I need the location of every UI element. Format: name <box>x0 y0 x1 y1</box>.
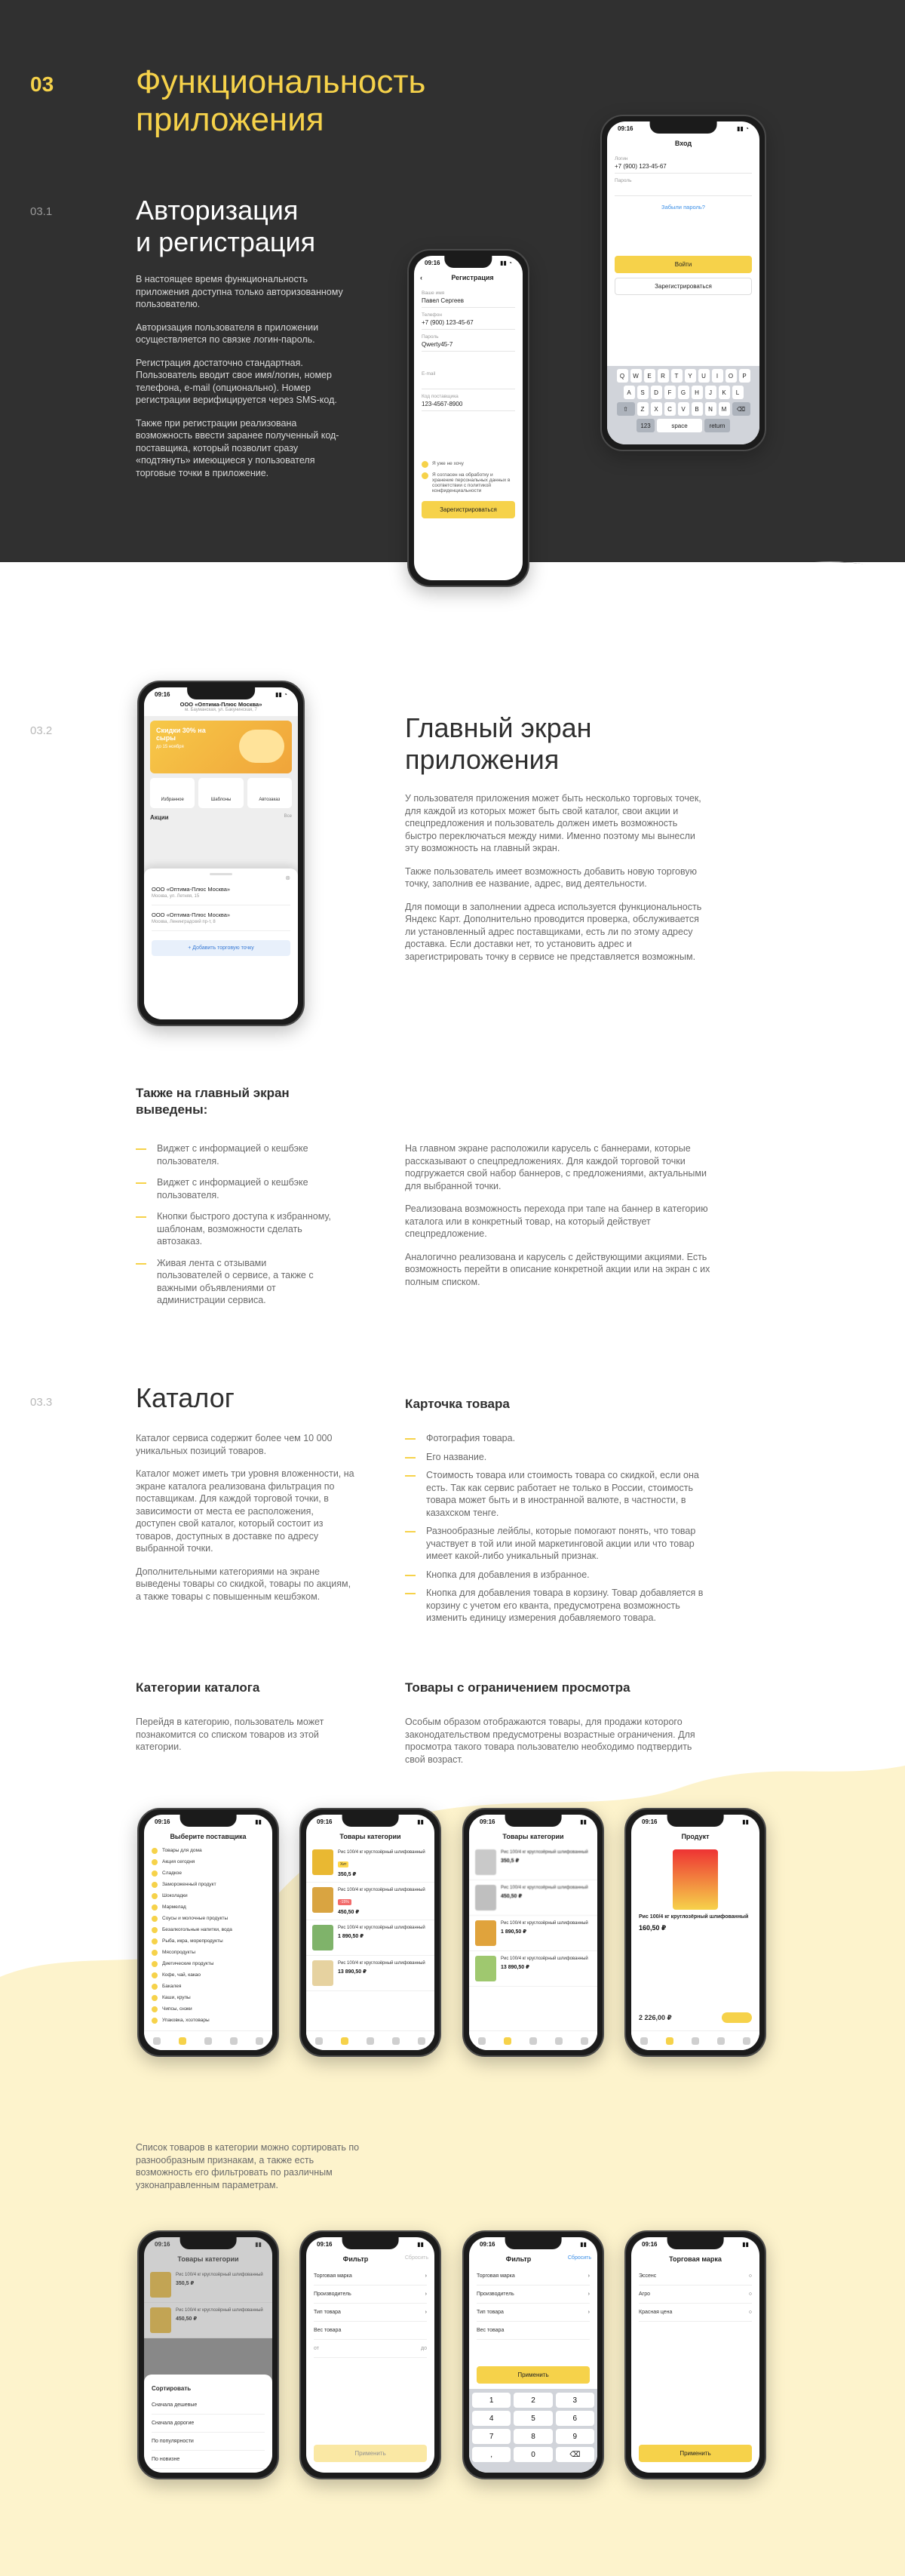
screen-title: Товары категории <box>339 1833 401 1840</box>
category-icon <box>152 1972 158 1978</box>
category-item[interactable]: Безалкогольные напитки, вода <box>144 1924 272 1935</box>
key[interactable]: O <box>726 369 737 383</box>
catalog-paragraph: Каталог сервиса содержит более чем 10 000 уникальных позиций товаров. <box>136 1433 333 1456</box>
key[interactable]: N <box>705 402 716 416</box>
sort-sheet: Сортировать Сначала дешевые Сначала дорогие По популярности По новизне <box>144 2375 272 2473</box>
cats-title: Категории каталога <box>136 1680 260 1695</box>
key[interactable]: I <box>712 369 723 383</box>
category-item[interactable]: Диетические продукты <box>144 1958 272 1969</box>
category-item[interactable]: Мармелад <box>144 1901 272 1913</box>
product-row[interactable]: Рис 100/4 кг круглозёрный шлифованный 350,5 ₽ <box>469 1845 597 1880</box>
phone-filter: 09:16 ▮▮ Фильтр Сбросить Торговая марка › Производитель › Тип товара › Вес товара от до Применить <box>299 2230 441 2479</box>
also-text <box>405 1142 710 1288</box>
main-text <box>405 792 710 963</box>
category-icon <box>152 2018 158 2024</box>
category-icon <box>152 1882 158 1888</box>
password-field[interactable]: Пароль Qwerty45-7 <box>422 330 515 352</box>
key[interactable]: U <box>698 369 710 383</box>
category-icon <box>152 1893 158 1899</box>
screen-title: Торговая марка <box>669 2255 722 2263</box>
category-item[interactable]: Сладкое <box>144 1867 272 1879</box>
numpad-key[interactable]: 1 <box>472 2393 511 2408</box>
catalog-title: Каталог <box>136 1382 235 1413</box>
list-item: Разнообразные лейблы, которые помогают понять, что товар участвует в той или иной маркетинговой акции или что товар имеет какой-либо уникальный признак. <box>405 1525 714 1563</box>
filter-row[interactable]: Вес товара <box>477 2322 590 2340</box>
section-number: 03 <box>30 72 54 96</box>
phone-login: 09:16 ▮▮ ◔ Вход Логин +7 (900) 123-45-67 Пароль Забыли пароль? Войти Зарегистрироваться Q W E R T Y U I O P A S D F G H J K L ⇧ Z X C V B N M ⌫ 123 space return <box>600 115 766 451</box>
status-time: 09:16 <box>618 124 634 132</box>
auth-paragraph: В настоящее время функциональность приложения доступна только авторизованному пользователю. <box>136 274 343 309</box>
numpad-key[interactable]: 8 <box>514 2429 552 2444</box>
key[interactable]: C <box>664 402 676 416</box>
category-icon <box>152 1950 158 1956</box>
apply-button[interactable]: Применить <box>314 2445 427 2462</box>
phone-restricted-list: 09:16 ▮▮ Товары категории Рис 100/4 кг круглозёрный шлифованный 350,5 ₽ Рис 100/4 кг круглозёрный шлифованный 450,50 ₽ Рис 100/4 кг круглозёрный шлифованный 1 890,50 ₽ Рис 100/4 кг круглозёрный шлифованный 13 890,50 ₽ <box>462 1808 604 2057</box>
reset-button[interactable]: Сбросить <box>404 2255 428 2261</box>
key[interactable]: V <box>678 402 689 416</box>
numpad-key[interactable]: 7 <box>472 2429 511 2444</box>
brand-option[interactable]: Красная цена ○ <box>639 2304 752 2322</box>
category-item[interactable]: Акция сегодня <box>144 1856 272 1867</box>
sort-text: Список товаров в категории можно сортировать по разнообразным признакам, а также есть возможность его фильтровать по различным узконаправленным параметрам. <box>136 2142 360 2190</box>
points-sheet <box>144 868 298 1019</box>
card-list <box>405 1432 714 1631</box>
category-item[interactable]: Мясопродукты <box>144 1947 272 1958</box>
product-name: Рис 100/4 кг круглозёрный шлифованный <box>639 1914 749 1920</box>
add-point-button[interactable]: + Добавить торговую точку <box>152 940 290 956</box>
goto-register-button[interactable]: Зарегистрироваться <box>615 278 752 295</box>
numpad-key[interactable]: 2 <box>514 2393 552 2408</box>
numpad-key[interactable]: 6 <box>556 2411 594 2426</box>
key[interactable]: G <box>678 386 689 399</box>
supplier-code-field[interactable]: Код поставщика 123-4567-8900 <box>422 389 515 411</box>
also-paragraph: Реализована возможность перехода при тапе на баннер в категорию каталога или в конкретный товар, на который действует спецпредложение. <box>405 1203 708 1239</box>
list-item: Кнопка для добавления в избранное. <box>405 1569 714 1582</box>
register-button[interactable]: Зарегистрироваться <box>422 501 515 518</box>
key[interactable]: L <box>732 386 744 399</box>
screen-title: Фильтр <box>505 2255 532 2263</box>
numpad-key[interactable]: 4 <box>472 2411 511 2426</box>
phone-categories: 09:16 ▮▮ Выберите поставщика Товары для дома Акция сегодня Сладкое Замороженный продукт Шоколадки Мармелад Соусы и молочные продукты Безалкогольные напитки, вода Рыба, икра, морепродукты Мясопродукты Диетические продукты Кофе, чай, какао Бакалея Каши, крупы Чипсы, снэки Упаковка, хозтовары <box>137 1808 279 2057</box>
numpad-key[interactable]: 0 <box>514 2447 552 2462</box>
apply-button[interactable]: Применить <box>477 2366 590 2384</box>
reset-button[interactable]: Сбросить <box>567 2255 591 2261</box>
also-list <box>136 1142 332 1316</box>
list-item: Кнопка для добавления товара в корзину. Товар добавляется в корзину с учетом его кванта, предусмотрена возможность изменить единицу измерения добавляемого товара. <box>405 1587 714 1625</box>
also-paragraph: Аналогично реализована и карусель с действующими акциями. Есть возможность перейти в описание конкретной акции или на экран с их полным списком. <box>405 1251 710 1287</box>
brand-option[interactable]: Эссенс ○ <box>639 2267 752 2286</box>
category-item[interactable]: Рыба, икра, морепродукты <box>144 1935 272 1947</box>
promo-banner[interactable]: Скидки 30% на сыры до 15 ноября <box>150 721 292 773</box>
restricted-title: Товары с ограничением просмотра <box>405 1680 630 1695</box>
cheese-image <box>239 730 284 763</box>
weight-range[interactable]: от до <box>314 2340 427 2358</box>
sort-option[interactable]: По новизне <box>152 2451 265 2469</box>
filter-row[interactable]: Торговая марка › <box>314 2267 427 2286</box>
category-item[interactable]: Товары для дома <box>144 1845 272 1856</box>
filter-row[interactable]: Производитель › <box>477 2286 590 2304</box>
numpad-key[interactable]: 9 <box>556 2429 594 2444</box>
product-row[interactable]: Рис 100/4 кг круглозёрный шлифованный 13 890,50 ₽ <box>469 1951 597 1987</box>
product-row[interactable]: Рис 100/4 кг круглозёрный шлифованный 13 890,50 ₽ <box>306 1956 434 1991</box>
apply-button[interactable]: Применить <box>639 2445 752 2462</box>
category-icon <box>152 1916 158 1922</box>
key[interactable]: Z <box>637 402 649 416</box>
main-paragraph: Для помощи в заполнении адреса используется функциональность Яндекс Карт. Дополнительно проводится проверка, обслуживается ли установленный адрес поставщиками, есть ли по этому адресу доставка. Если доставки нет, то установить адрес и зарегистрировать точку в сервисе не представляется возможным. <box>405 901 702 962</box>
key[interactable]: A <box>624 386 635 399</box>
quick-templates-button[interactable]: Шаблоны <box>198 778 243 808</box>
key[interactable]: J <box>705 386 716 399</box>
tab-bar[interactable] <box>631 2030 759 2050</box>
category-item[interactable]: Соусы и молочные продукты <box>144 1913 272 1924</box>
auth-title: Авторизация и регистрация <box>136 195 316 257</box>
category-item[interactable]: Чипсы, снэки <box>144 2003 272 2015</box>
category-item[interactable]: Каши, крупы <box>144 1992 272 2003</box>
sort-option[interactable]: Сначала дорогие <box>152 2415 265 2433</box>
phone-register: 09:16 ▮▮ ◔ ‹ Регистрация Ваше имя Павел Сергеев Телефон +7 (900) 123-45-67 Пароль Qwerty45-7 E-mail Код поставщика 123-4567-8900 Я уже не хочу Я согласен на обработку и хранение персональных данных в соответствии с политикой конфиденциальности Зарегистрироваться <box>407 249 529 587</box>
auth-number: 03.1 <box>30 205 53 218</box>
category-item[interactable]: Упаковка, хозтовары <box>144 2015 272 2026</box>
main-title: Главный экран приложения <box>405 712 592 775</box>
key[interactable]: D <box>651 386 662 399</box>
phone-filter-input: 09:16 ▮▮ Фильтр Сбросить Торговая марка › Производитель › Тип товара › Вес товара Применить 1 2 3 4 5 6 7 8 9 , 0 ⌫ <box>462 2230 604 2479</box>
key[interactable]: X <box>651 402 662 416</box>
login-button[interactable]: Войти <box>615 256 752 273</box>
cats-text: Перейдя в категорию, пользователь может познакомится со списком товаров из этой категории. <box>136 1717 324 1752</box>
category-item[interactable]: Замороженный продукт <box>144 1879 272 1890</box>
numpad[interactable] <box>469 2389 597 2473</box>
category-item[interactable]: Бакалея <box>144 1981 272 1992</box>
key[interactable]: B <box>692 402 703 416</box>
quick-favorites-button[interactable]: Избранное <box>150 778 195 808</box>
key[interactable]: Y <box>685 369 696 383</box>
numpad-key[interactable]: 3 <box>556 2393 594 2408</box>
sort-option[interactable]: По популярности <box>152 2433 265 2451</box>
product-row[interactable]: Рис 100/4 кг круглозёрный шлифованный 450,50 ₽ <box>469 1880 597 1916</box>
catalog-number: 03.3 <box>30 1396 53 1409</box>
category-icon <box>152 1848 158 1854</box>
catalog-paragraph: Дополнительными категориями на экране выведены товары со скидкой, товары по акциям, а также товары с повышенным кешбэком. <box>136 1566 351 1602</box>
point-item[interactable]: ООО «Оптима-Плюс Москва» Москва, ул. Летняя, 15 <box>152 886 290 905</box>
login-field[interactable]: Логин +7 (900) 123-45-67 <box>615 152 752 174</box>
phone-main: 09:16 ▮▮ ◔ ООО «Оптима-Плюс Москва» м. Бауманская, ул. Бакунинская, 7 Скидки 30% на сыры до 15 ноября Избранное Шаблоны Автозаказ Акции Все ⊗ ООО «Оптима-Плюс Москва» Москва, ул. Летняя, 15 ООО «Оптима-Плюс Москва» Москва, Ленинградский пр-т, 8 + Добавить торговую точку <box>137 681 305 1026</box>
main-paragraph: У пользователя приложения может быть несколько торговых точек, для каждой из которых может быть свой каталог, свои акции и спецпредложения и пользователь должен иметь возможность быстро переключаться между ними. Именно поэтому мы вынесли эту возможность на главный экран. <box>405 793 701 853</box>
sort-option[interactable]: Сначала дешевые <box>152 2396 265 2415</box>
restricted-text: Особым образом отображаются товары, для продажи которого законодательством предусмотрены возрастные ограничения. Для просмотра такого товара пользователю необходимо подтвердить свой возраст. <box>405 1717 695 1765</box>
list-item: Живая лента с отзывами пользователей о сервисе, а также с важными объявлениями от администрации сервиса. <box>136 1257 332 1307</box>
main-number: 03.2 <box>30 724 53 737</box>
list-item: Виджет с информацией о кешбэке пользователя. <box>136 1142 332 1167</box>
status-time: 09:16 <box>425 259 440 266</box>
key[interactable]: H <box>692 386 703 399</box>
screen-title: Продукт <box>681 1833 710 1840</box>
forgot-password-link[interactable]: Забыли пароль? <box>661 204 705 211</box>
card-title: Карточка товара <box>405 1397 510 1411</box>
category-icon <box>152 2006 158 2012</box>
filter-row[interactable]: Тип товара › <box>477 2304 590 2322</box>
category-icon <box>152 1984 158 1990</box>
auth-text <box>136 273 354 479</box>
category-item[interactable]: Шоколадки <box>144 1890 272 1901</box>
key[interactable]: S <box>637 386 649 399</box>
product-row[interactable]: Рис 100/4 кг круглозёрный шлифованный Хит 350,5 ₽ <box>306 1845 434 1883</box>
screen-title: Вход <box>674 140 692 147</box>
numpad-key[interactable]: 5 <box>514 2411 552 2426</box>
list-item: Его название. <box>405 1451 714 1464</box>
category-icon <box>152 1927 158 1933</box>
catalog-paragraph: Каталог может иметь три уровня вложенности, на экране каталога реализована фильтрация по поставщикам. Для каждой торговой точки, в зависимости от места ее расположения, доступен свой каталог, который состоит из товаров, доступных в доставке по адресу выбранной точки. <box>136 1468 354 1554</box>
password-field[interactable]: Пароль <box>615 174 752 196</box>
product-row[interactable]: Рис 100/4 кг круглозёрный шлифованный 1 890,50 ₽ <box>469 1916 597 1951</box>
phone-product-detail: 09:16 ▮▮ Продукт Рис 100/4 кг круглозёрный шлифованный 160,50 ₽ 2 226,00 ₽ <box>624 1808 766 2057</box>
point-selector[interactable]: ООО «Оптима-Плюс Москва» <box>179 701 262 708</box>
product-image <box>673 1849 718 1910</box>
quick-autoorder-button[interactable]: Автозаказ <box>247 778 292 808</box>
category-icon <box>152 1904 158 1910</box>
list-item: Виджет с информацией о кешбэке пользователя. <box>136 1176 332 1201</box>
point-address: м. Бауманская, ул. Бакунинская, 7 <box>185 708 257 712</box>
list-item: Фотография товара. <box>405 1432 714 1445</box>
key[interactable]: T <box>671 369 683 383</box>
category-list <box>144 1845 272 2026</box>
key[interactable]: W <box>630 369 642 383</box>
category-icon <box>152 1938 158 1944</box>
back-icon[interactable]: ‹ <box>420 274 422 281</box>
filter-row[interactable]: Торговая марка › <box>477 2267 590 2286</box>
close-icon[interactable]: ⊗ <box>285 875 290 881</box>
main-paragraph: Также пользователь имеет возможность добавить новую торговую точку, заполнив ее название, адрес, вид деятельности. <box>405 865 697 889</box>
product-total: 2 226,00 ₽ <box>639 2013 672 2021</box>
category-icon <box>152 1995 158 2001</box>
add-to-cart-button[interactable] <box>722 2012 752 2023</box>
product-row[interactable]: Рис 100/4 кг круглозёрный шлифованный 1 890,50 ₽ <box>306 1920 434 1956</box>
phone-brand: 09:16 ▮▮ Торговая марка Эссенс ○ Агро ○ Красная цена ○ Применить <box>624 2230 766 2479</box>
auth-paragraph: Авторизация пользователя в приложении осуществляется по связке логин-пароль. <box>136 321 319 345</box>
phone-field[interactable]: Телефон +7 (900) 123-45-67 <box>422 308 515 330</box>
key[interactable]: M <box>719 402 730 416</box>
catalog-text <box>136 1432 354 1603</box>
list-item: Кнопки быстрого доступа к избранному, шаблонам, возможности сделать автозаказ. <box>136 1210 332 1248</box>
also-paragraph: На главном экране расположили карусель с баннерами, которые рассказывают о спецпредложениях. Для каждой торговой точки подгружается свой набор баннеров, с предложениями, актуальными для выбранной точки. <box>405 1143 707 1191</box>
product-price: 160,50 ₽ <box>639 1924 667 1932</box>
numpad-key[interactable]: , <box>472 2447 511 2462</box>
tab-bar[interactable] <box>469 2030 597 2050</box>
screen-title: Регистрация <box>451 274 494 281</box>
tab-bar[interactable] <box>306 2030 434 2050</box>
key[interactable]: Q <box>617 369 628 383</box>
brand-option[interactable]: Агро ○ <box>639 2286 752 2304</box>
auth-paragraph: Регистрация достаточно стандартная. Пользователь вводит свое имя/логин, номер телефона, e-mail (опционально). Номер регистрации верифицируется через SMS-код. <box>136 357 337 405</box>
name-field[interactable]: Ваше имя Павел Сергеев <box>422 286 515 308</box>
key[interactable]: K <box>719 386 730 399</box>
status-time: 09:16 <box>155 690 170 698</box>
also-title: Также на главный экран выведены: <box>136 1086 290 1117</box>
key[interactable]: P <box>739 369 750 383</box>
checkbox-consent[interactable]: Я согласен на обработку и хранение персональных данных в соответствии с политикой конфиденциальности <box>422 472 515 493</box>
screen-title: Фильтр <box>342 2255 369 2263</box>
phone-product-list: 09:16 ▮▮ Товары категории Рис 100/4 кг круглозёрный шлифованный Хит 350,5 ₽ Рис 100/4 кг круглозёрный шлифованный -15% 450,50 ₽ Рис 100/4 кг круглозёрный шлифованный 1 890,50 ₽ Рис 100/4 кг круглозёрный шлифованный 13 890,50 ₽ <box>299 1808 441 2057</box>
filter-row[interactable]: Производитель › <box>314 2286 427 2304</box>
key[interactable]: E <box>644 369 655 383</box>
tab-bar[interactable] <box>144 2030 272 2050</box>
key[interactable]: R <box>658 369 669 383</box>
checkbox-1[interactable]: Я уже не хочу <box>422 461 515 468</box>
auth-paragraph: Также при регистрации реализована возможность ввести заранее полученный код-поставщика, который позволит сразу «подтянуть» имеющиеся у пользователя торговые точки в приложение. <box>136 417 339 478</box>
product-row[interactable]: Рис 100/4 кг круглозёрный шлифованный -15% 450,50 ₽ <box>306 1883 434 1920</box>
supplier-selector[interactable]: Выберите поставщика <box>170 1833 247 1840</box>
category-item[interactable]: Кофе, чай, какао <box>144 1969 272 1981</box>
filter-row[interactable]: Вес товара <box>314 2322 427 2340</box>
quick-access <box>150 778 292 808</box>
keyboard[interactable]: Q W E R T Y U I O P A S D F G H J K L ⇧ Z X C V B N M ⌫ 123 space return <box>607 366 759 444</box>
section-title: Функциональность приложения <box>136 63 426 138</box>
numpad-key[interactable]: ⌫ <box>556 2447 594 2462</box>
key[interactable]: F <box>664 386 676 399</box>
point-item[interactable]: ООО «Оптима-Плюс Москва» Москва, Ленинградский пр-т, 8 <box>152 911 290 931</box>
screen-title: Товары категории <box>502 1833 564 1840</box>
category-icon <box>152 1961 158 1967</box>
promos-all-link[interactable]: Все <box>284 814 292 819</box>
filter-row[interactable]: Тип товара › <box>314 2304 427 2322</box>
promos-header: Акции Все <box>150 814 292 821</box>
category-icon <box>152 1871 158 1877</box>
category-icon <box>152 1859 158 1865</box>
email-field[interactable]: E-mail <box>422 367 515 389</box>
phone-sort: 09:16 ▮▮ Товары категории Рис 100/4 кг круглозёрный шлифованный 350,5 ₽ Рис 100/4 кг круглозёрный шлифованный 450,50 ₽ Сортировать Сначала дешевые Сначала дорогие По популярности По новизне <box>137 2230 279 2479</box>
list-item: Стоимость товара или стоимость товара со скидкой, если она есть. Так как сервис работает не только в России, стоимость товара может быть и в иностранной валюте, в частности, в казахском тенге. <box>405 1469 714 1519</box>
